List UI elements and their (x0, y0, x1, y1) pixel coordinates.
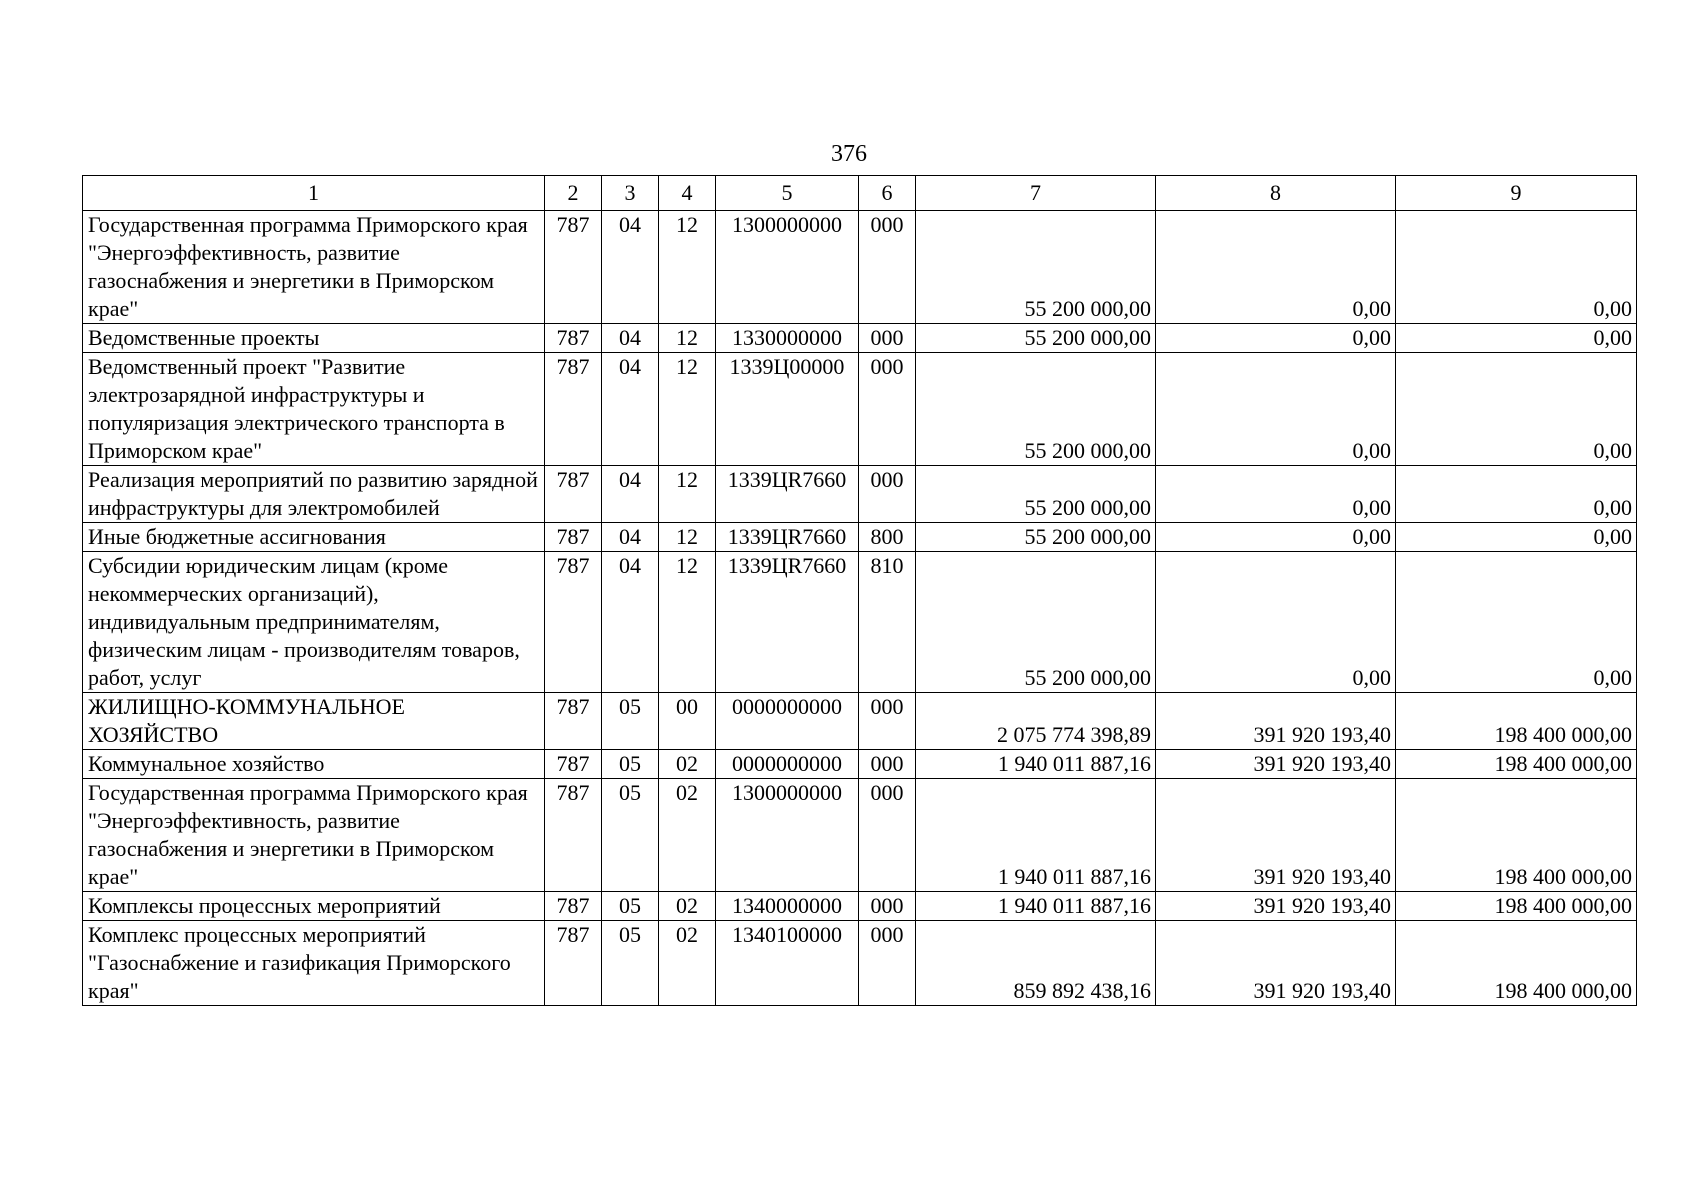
item-name-cell: Субсидии юридическим лицам (кроме некоммерческих организаций), индивидуальным предпринимателям, физическим лицам - производителям товаров, работ, услуг (83, 552, 545, 693)
ministry-code-cell: 787 (545, 892, 602, 921)
column-header: 7 (916, 176, 1156, 211)
ministry-code-cell: 787 (545, 353, 602, 466)
subsection-code-cell: 02 (659, 779, 716, 892)
target-article-cell: 1340100000 (716, 921, 859, 1006)
amount-col9-cell: 0,00 (1396, 552, 1637, 693)
amount-col9-cell: 0,00 (1396, 353, 1637, 466)
section-code-cell: 04 (602, 466, 659, 523)
target-article-cell: 1339Ц00000 (716, 353, 859, 466)
amount-col7-cell: 2 075 774 398,89 (916, 693, 1156, 750)
item-name-cell: Государственная программа Приморского края "Энергоэффективность, развитие газоснабжения и энергетики в Приморском крае" (83, 211, 545, 324)
amount-col9-cell: 198 400 000,00 (1396, 892, 1637, 921)
amount-col7-cell: 55 200 000,00 (916, 324, 1156, 353)
item-name-cell: Ведомственные проекты (83, 324, 545, 353)
subsection-code-cell: 02 (659, 750, 716, 779)
ministry-code-cell: 787 (545, 466, 602, 523)
expense-type-cell: 000 (859, 693, 916, 750)
amount-col8-cell: 0,00 (1156, 552, 1396, 693)
subsection-code-cell: 12 (659, 552, 716, 693)
table-row (83, 779, 1637, 892)
amount-col8-cell: 391 920 193,40 (1156, 693, 1396, 750)
table-row (83, 211, 1637, 324)
amount-col9-cell: 0,00 (1396, 324, 1637, 353)
table-row (83, 523, 1637, 552)
amount-col8-cell: 391 920 193,40 (1156, 779, 1396, 892)
amount-col7-cell: 55 200 000,00 (916, 211, 1156, 324)
subsection-code-cell: 12 (659, 523, 716, 552)
amount-col8-cell: 391 920 193,40 (1156, 750, 1396, 779)
amount-col9-cell: 198 400 000,00 (1396, 779, 1637, 892)
amount-col9-cell: 198 400 000,00 (1396, 750, 1637, 779)
ministry-code-cell: 787 (545, 324, 602, 353)
column-header: 8 (1156, 176, 1396, 211)
amount-col9-cell: 0,00 (1396, 211, 1637, 324)
table-row (83, 892, 1637, 921)
section-code-cell: 05 (602, 921, 659, 1006)
target-article-cell: 1330000000 (716, 324, 859, 353)
subsection-code-cell: 00 (659, 693, 716, 750)
subsection-code-cell: 12 (659, 324, 716, 353)
column-header: 3 (602, 176, 659, 211)
table-row (83, 750, 1637, 779)
expense-type-cell: 810 (859, 552, 916, 693)
target-article-cell: 1339ЦR7660 (716, 552, 859, 693)
table-body (83, 211, 1637, 1006)
column-header: 9 (1396, 176, 1637, 211)
section-code-cell: 04 (602, 523, 659, 552)
item-name-cell: Государственная программа Приморского края "Энергоэффективность, развитие газоснабжения и энергетики в Приморском крае" (83, 779, 545, 892)
section-code-cell: 05 (602, 892, 659, 921)
target-article-cell: 1300000000 (716, 779, 859, 892)
amount-col8-cell: 0,00 (1156, 211, 1396, 324)
expense-type-cell: 000 (859, 211, 916, 324)
section-code-cell: 04 (602, 324, 659, 353)
table-row (83, 466, 1637, 523)
ministry-code-cell: 787 (545, 779, 602, 892)
amount-col8-cell: 391 920 193,40 (1156, 921, 1396, 1006)
section-code-cell: 04 (602, 211, 659, 324)
section-code-cell: 05 (602, 750, 659, 779)
amount-col7-cell: 1 940 011 887,16 (916, 779, 1156, 892)
amount-col8-cell: 0,00 (1156, 523, 1396, 552)
subsection-code-cell: 12 (659, 211, 716, 324)
item-name-cell: Ведомственный проект "Развитие электрозарядной инфраструктуры и популяризация электрического транспорта в Приморском крае" (83, 353, 545, 466)
item-name-cell: Реализация мероприятий по развитию зарядной инфраструктуры для электромобилей (83, 466, 545, 523)
target-article-cell: 1300000000 (716, 211, 859, 324)
table-row (83, 921, 1637, 1006)
column-header: 4 (659, 176, 716, 211)
amount-col9-cell: 0,00 (1396, 466, 1637, 523)
subsection-code-cell: 12 (659, 466, 716, 523)
amount-col8-cell: 0,00 (1156, 324, 1396, 353)
target-article-cell: 0000000000 (716, 693, 859, 750)
section-code-cell: 05 (602, 779, 659, 892)
ministry-code-cell: 787 (545, 523, 602, 552)
section-code-cell: 04 (602, 353, 659, 466)
expense-type-cell: 000 (859, 921, 916, 1006)
item-name-cell: ЖИЛИЩНО-КОММУНАЛЬНОЕ ХОЗЯЙСТВО (83, 693, 545, 750)
table-row (83, 353, 1637, 466)
table-header-row (83, 176, 1637, 211)
item-name-cell: Иные бюджетные ассигнования (83, 523, 545, 552)
target-article-cell: 1340000000 (716, 892, 859, 921)
amount-col7-cell: 859 892 438,16 (916, 921, 1156, 1006)
ministry-code-cell: 787 (545, 693, 602, 750)
amount-col7-cell: 1 940 011 887,16 (916, 750, 1156, 779)
section-code-cell: 05 (602, 693, 659, 750)
amount-col8-cell: 0,00 (1156, 466, 1396, 523)
subsection-code-cell: 12 (659, 353, 716, 466)
amount-col8-cell: 391 920 193,40 (1156, 892, 1396, 921)
page-number: 376 (831, 141, 867, 167)
item-name-cell: Коммунальное хозяйство (83, 750, 545, 779)
amount-col9-cell: 198 400 000,00 (1396, 921, 1637, 1006)
section-code-cell: 04 (602, 552, 659, 693)
column-header: 1 (83, 176, 545, 211)
target-article-cell: 1339ЦR7660 (716, 523, 859, 552)
table-row (83, 324, 1637, 353)
table-row (83, 552, 1637, 693)
amount-col7-cell: 55 200 000,00 (916, 353, 1156, 466)
item-name-cell: Комплексы процессных мероприятий (83, 892, 545, 921)
column-header: 2 (545, 176, 602, 211)
table-row (83, 693, 1637, 750)
expense-type-cell: 000 (859, 750, 916, 779)
amount-col7-cell: 55 200 000,00 (916, 523, 1156, 552)
expense-type-cell: 000 (859, 353, 916, 466)
target-article-cell: 0000000000 (716, 750, 859, 779)
ministry-code-cell: 787 (545, 750, 602, 779)
amount-col8-cell: 0,00 (1156, 353, 1396, 466)
expense-type-cell: 800 (859, 523, 916, 552)
expense-type-cell: 000 (859, 466, 916, 523)
amount-col9-cell: 198 400 000,00 (1396, 693, 1637, 750)
expense-type-cell: 000 (859, 324, 916, 353)
subsection-code-cell: 02 (659, 892, 716, 921)
budget-table (82, 175, 1637, 1006)
expense-type-cell: 000 (859, 892, 916, 921)
column-header: 5 (716, 176, 859, 211)
item-name-cell: Комплекс процессных мероприятий "Газоснабжение и газификация Приморского края" (83, 921, 545, 1006)
expense-type-cell: 000 (859, 779, 916, 892)
amount-col7-cell: 1 940 011 887,16 (916, 892, 1156, 921)
subsection-code-cell: 02 (659, 921, 716, 1006)
ministry-code-cell: 787 (545, 552, 602, 693)
ministry-code-cell: 787 (545, 921, 602, 1006)
amount-col7-cell: 55 200 000,00 (916, 552, 1156, 693)
target-article-cell: 1339ЦR7660 (716, 466, 859, 523)
amount-col9-cell: 0,00 (1396, 523, 1637, 552)
ministry-code-cell: 787 (545, 211, 602, 324)
amount-col7-cell: 55 200 000,00 (916, 466, 1156, 523)
column-header: 6 (859, 176, 916, 211)
